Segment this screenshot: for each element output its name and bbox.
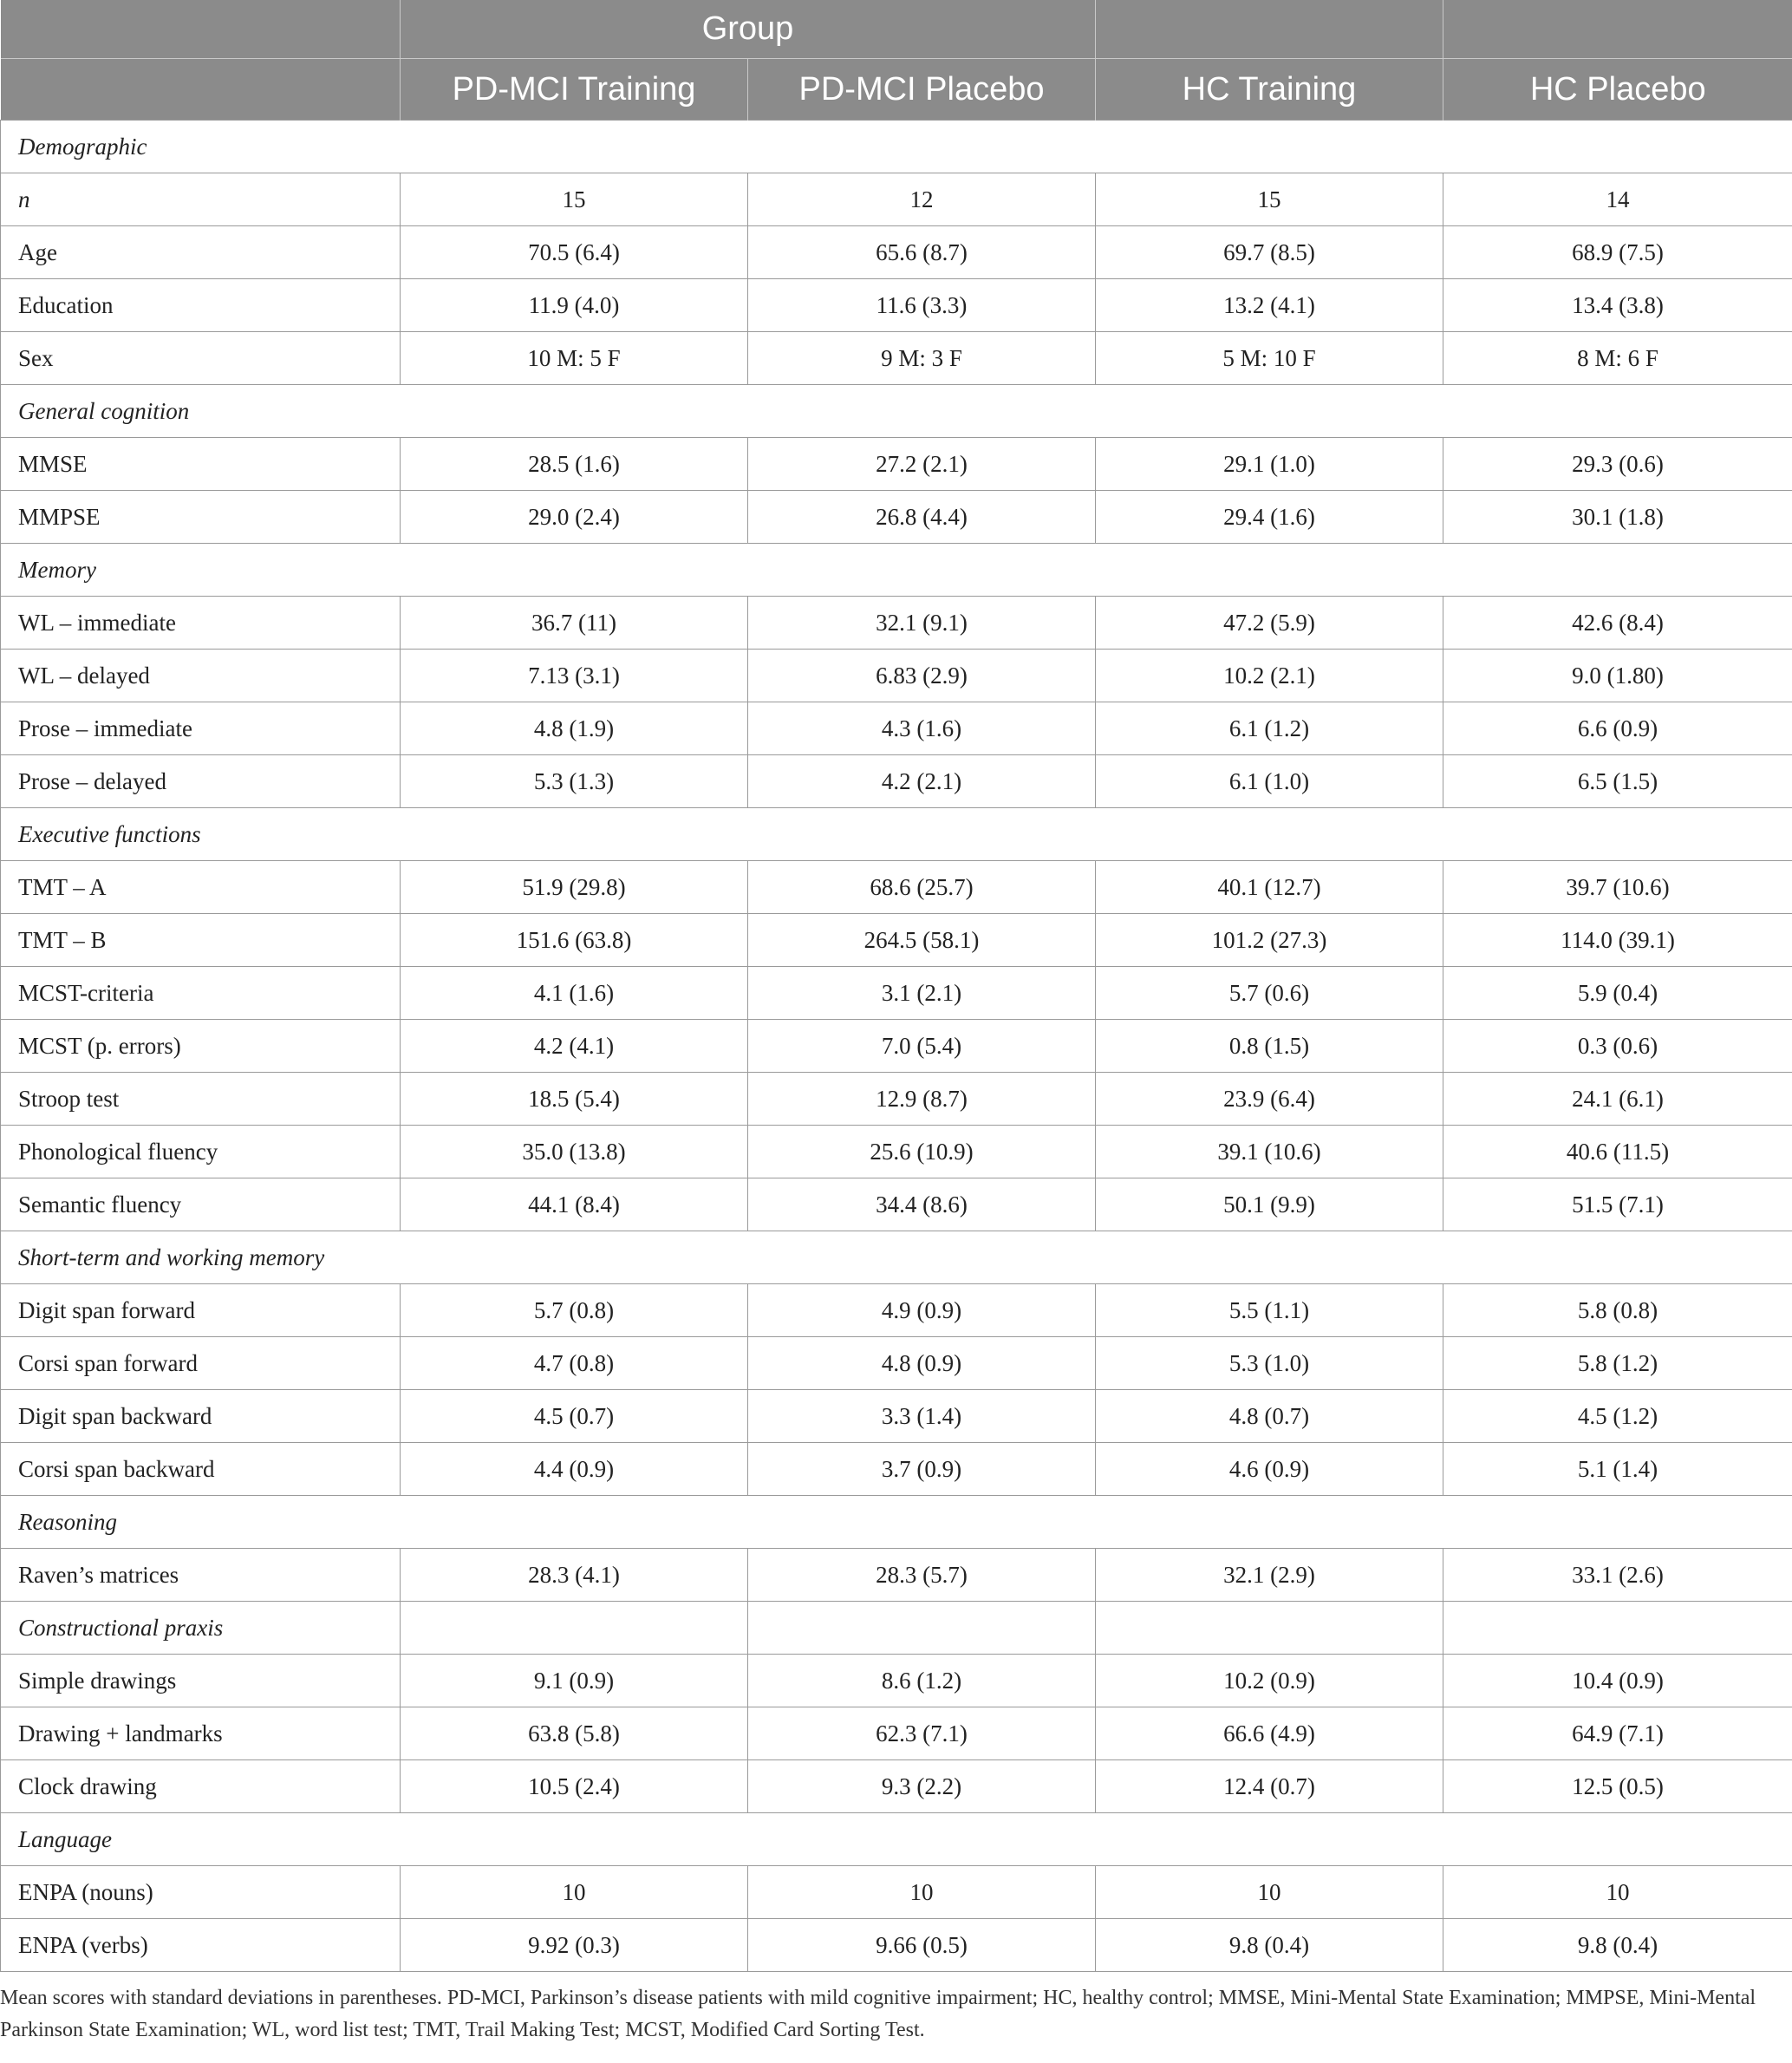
value-cell: 10: [1443, 1866, 1792, 1919]
value-cell: 29.0 (2.4): [401, 491, 748, 544]
column-header-hc-placebo: HC Placebo: [1443, 59, 1792, 121]
header-empty-cell: [1096, 0, 1443, 59]
row-label: Corsi span backward: [1, 1443, 401, 1496]
value-cell: 69.7 (8.5): [1096, 226, 1443, 279]
row-label: MCST-criteria: [1, 967, 401, 1020]
row-label: Age: [1, 226, 401, 279]
value-cell: 4.8 (1.9): [401, 702, 748, 755]
value-cell: 5.1 (1.4): [1443, 1443, 1792, 1496]
value-cell: 66.6 (4.9): [1096, 1707, 1443, 1760]
value-cell: 12: [748, 173, 1096, 226]
value-cell: 68.9 (7.5): [1443, 226, 1792, 279]
row-label: Semantic fluency: [1, 1178, 401, 1231]
value-cell: 4.8 (0.7): [1096, 1390, 1443, 1443]
value-cell: 12.5 (0.5): [1443, 1760, 1792, 1813]
value-cell: 40.1 (12.7): [1096, 861, 1443, 914]
section-empty-cell: [748, 1231, 1096, 1284]
table-row: [1, 1126, 1792, 1178]
value-cell: 11.6 (3.3): [748, 279, 1096, 332]
section-row: [1, 808, 1792, 861]
section-empty-cell: [1096, 544, 1443, 597]
row-label: TMT – B: [1, 914, 401, 967]
row-label: Sex: [1, 332, 401, 385]
section-empty-cell: [1443, 544, 1792, 597]
row-label: Raven’s matrices: [1, 1549, 401, 1602]
value-cell: 0.8 (1.5): [1096, 1020, 1443, 1073]
table-row: [1, 332, 1792, 385]
value-cell: 9.0 (1.80): [1443, 650, 1792, 702]
table-row: [1, 702, 1792, 755]
value-cell: 6.6 (0.9): [1443, 702, 1792, 755]
value-cell: 9.3 (2.2): [748, 1760, 1096, 1813]
value-cell: 7.0 (5.4): [748, 1020, 1096, 1073]
value-cell: 5.8 (0.8): [1443, 1284, 1792, 1337]
table-row: [1, 491, 1792, 544]
value-cell: 5.9 (0.4): [1443, 967, 1792, 1020]
value-cell: 30.1 (1.8): [1443, 491, 1792, 544]
table-footnote: Mean scores with standard deviations in parentheses. PD-MCI, Parkinson’s disease patients with mild cognitive impairment; HC, healthy control; MMSE, Mini-Mental State Examination; MMPSE, Mini-Mental Parkinson State Examination; WL, word list test; TMT, Trail Making Test; MCST, Modified Card Sorting Test.: [0, 1987, 1756, 2041]
value-cell: 0.3 (0.6): [1443, 1020, 1792, 1073]
value-cell: 101.2 (27.3): [1096, 914, 1443, 967]
table-body: [1, 121, 1792, 1972]
value-cell: 4.3 (1.6): [748, 702, 1096, 755]
value-cell: 5.7 (0.8): [401, 1284, 748, 1337]
value-cell: 12.4 (0.7): [1096, 1760, 1443, 1813]
section-empty-cell: [1443, 385, 1792, 438]
table-row: [1, 1919, 1792, 1972]
value-cell: 6.1 (1.0): [1096, 755, 1443, 808]
section-row: [1, 544, 1792, 597]
table-header: [1, 0, 1792, 121]
table-row: [1, 1549, 1792, 1602]
section-empty-cell: [1096, 1231, 1443, 1284]
section-row: [1, 1496, 1792, 1549]
table-row: [1, 597, 1792, 650]
section-empty-cell: [1443, 1231, 1792, 1284]
header-empty-cell: [1, 59, 401, 121]
value-cell: 28.5 (1.6): [401, 438, 748, 491]
value-cell: 13.2 (4.1): [1096, 279, 1443, 332]
value-cell: 5.3 (1.3): [401, 755, 748, 808]
value-cell: 4.8 (0.9): [748, 1337, 1096, 1390]
value-cell: 70.5 (6.4): [401, 226, 748, 279]
value-cell: 28.3 (5.7): [748, 1549, 1096, 1602]
table-row: [1, 861, 1792, 914]
value-cell: 6.5 (1.5): [1443, 755, 1792, 808]
column-header-pd-mci-placebo: PD-MCI Placebo: [748, 59, 1096, 121]
section-title: Reasoning: [1, 1496, 401, 1549]
value-cell: 23.9 (6.4): [1096, 1073, 1443, 1126]
section-title: Short-term and working memory: [1, 1231, 401, 1284]
value-cell: 65.6 (8.7): [748, 226, 1096, 279]
value-cell: 114.0 (39.1): [1443, 914, 1792, 967]
value-cell: 63.8 (5.8): [401, 1707, 748, 1760]
value-cell: 5 M: 10 F: [1096, 332, 1443, 385]
value-cell: 28.3 (4.1): [401, 1549, 748, 1602]
section-empty-cell: [1096, 1496, 1443, 1549]
row-label: Simple drawings: [1, 1655, 401, 1707]
value-cell: 3.7 (0.9): [748, 1443, 1096, 1496]
section-empty-cell: [401, 544, 748, 597]
value-cell: 42.6 (8.4): [1443, 597, 1792, 650]
section-empty-cell: [1443, 1496, 1792, 1549]
value-cell: 4.2 (2.1): [748, 755, 1096, 808]
section-title: Language: [1, 1813, 401, 1866]
value-cell: 12.9 (8.7): [748, 1073, 1096, 1126]
row-label: TMT – A: [1, 861, 401, 914]
table-row: [1, 1073, 1792, 1126]
row-label: Phonological fluency: [1, 1126, 401, 1178]
value-cell: 4.2 (4.1): [401, 1020, 748, 1073]
value-cell: 4.7 (0.8): [401, 1337, 748, 1390]
value-cell: 29.4 (1.6): [1096, 491, 1443, 544]
value-cell: 4.6 (0.9): [1096, 1443, 1443, 1496]
section-empty-cell: [401, 808, 748, 861]
table-row: [1, 1284, 1792, 1337]
value-cell: 10.4 (0.9): [1443, 1655, 1792, 1707]
value-cell: 10.2 (2.1): [1096, 650, 1443, 702]
table-row: [1, 1178, 1792, 1231]
value-cell: 68.6 (25.7): [748, 861, 1096, 914]
value-cell: 34.4 (8.6): [748, 1178, 1096, 1231]
value-cell: 5.5 (1.1): [1096, 1284, 1443, 1337]
value-cell: 9.1 (0.9): [401, 1655, 748, 1707]
value-cell: 39.7 (10.6): [1443, 861, 1792, 914]
row-label: Education: [1, 279, 401, 332]
column-header-hc-training: HC Training: [1096, 59, 1443, 121]
section-empty-cell: [1443, 1602, 1792, 1655]
table-row: [1, 1707, 1792, 1760]
value-cell: 35.0 (13.8): [401, 1126, 748, 1178]
value-cell: 62.3 (7.1): [748, 1707, 1096, 1760]
table-row: [1, 755, 1792, 808]
row-label: Clock drawing: [1, 1760, 401, 1813]
table-row: [1, 1760, 1792, 1813]
section-empty-cell: [401, 1813, 748, 1866]
table-row: [1, 967, 1792, 1020]
value-cell: 151.6 (63.8): [401, 914, 748, 967]
value-cell: 9.8 (0.4): [1443, 1919, 1792, 1972]
value-cell: 18.5 (5.4): [401, 1073, 748, 1126]
value-cell: 13.4 (3.8): [1443, 279, 1792, 332]
value-cell: 264.5 (58.1): [748, 914, 1096, 967]
section-empty-cell: [401, 121, 748, 173]
section-row: [1, 1602, 1792, 1655]
section-empty-cell: [1443, 1813, 1792, 1866]
row-label: n: [1, 173, 401, 226]
section-row: [1, 121, 1792, 173]
section-empty-cell: [401, 1231, 748, 1284]
row-label: Prose – delayed: [1, 755, 401, 808]
row-label: MMPSE: [1, 491, 401, 544]
table-row: [1, 279, 1792, 332]
value-cell: 9.8 (0.4): [1096, 1919, 1443, 1972]
value-cell: 3.1 (2.1): [748, 967, 1096, 1020]
row-label: Prose – immediate: [1, 702, 401, 755]
table-row: [1, 438, 1792, 491]
section-row: [1, 385, 1792, 438]
value-cell: 32.1 (9.1): [748, 597, 1096, 650]
table-row: [1, 650, 1792, 702]
value-cell: 4.9 (0.9): [748, 1284, 1096, 1337]
row-label: MCST (p. errors): [1, 1020, 401, 1073]
row-label: Corsi span forward: [1, 1337, 401, 1390]
value-cell: 15: [1096, 173, 1443, 226]
value-cell: 10: [1096, 1866, 1443, 1919]
header-group-label: Group: [401, 0, 1096, 59]
value-cell: 8 M: 6 F: [1443, 332, 1792, 385]
value-cell: 50.1 (9.9): [1096, 1178, 1443, 1231]
row-label: Stroop test: [1, 1073, 401, 1126]
row-label: WL – immediate: [1, 597, 401, 650]
value-cell: 10 M: 5 F: [401, 332, 748, 385]
row-label: Digit span forward: [1, 1284, 401, 1337]
header-row-group: [1, 0, 1792, 59]
value-cell: 5.3 (1.0): [1096, 1337, 1443, 1390]
header-empty-cell: [1443, 0, 1792, 59]
value-cell: 47.2 (5.9): [1096, 597, 1443, 650]
value-cell: 9 M: 3 F: [748, 332, 1096, 385]
value-cell: 5.7 (0.6): [1096, 967, 1443, 1020]
value-cell: 64.9 (7.1): [1443, 1707, 1792, 1760]
value-cell: 24.1 (6.1): [1443, 1073, 1792, 1126]
value-cell: 10: [401, 1866, 748, 1919]
section-empty-cell: [748, 1813, 1096, 1866]
table-row: [1, 1020, 1792, 1073]
value-cell: 36.7 (11): [401, 597, 748, 650]
value-cell: 10.2 (0.9): [1096, 1655, 1443, 1707]
row-label: Digit span backward: [1, 1390, 401, 1443]
section-empty-cell: [748, 1496, 1096, 1549]
section-empty-cell: [1096, 808, 1443, 861]
section-empty-cell: [1096, 1813, 1443, 1866]
value-cell: 29.3 (0.6): [1443, 438, 1792, 491]
section-title: Executive functions: [1, 808, 401, 861]
value-cell: 39.1 (10.6): [1096, 1126, 1443, 1178]
table-row: [1, 1655, 1792, 1707]
value-cell: 40.6 (11.5): [1443, 1126, 1792, 1178]
value-cell: 8.6 (1.2): [748, 1655, 1096, 1707]
header-row-columns: [1, 59, 1792, 121]
section-empty-cell: [1443, 121, 1792, 173]
value-cell: 4.5 (0.7): [401, 1390, 748, 1443]
header-empty-cell: [1, 0, 401, 59]
table-row: [1, 914, 1792, 967]
value-cell: 44.1 (8.4): [401, 1178, 748, 1231]
value-cell: 32.1 (2.9): [1096, 1549, 1443, 1602]
value-cell: 10: [748, 1866, 1096, 1919]
section-empty-cell: [1096, 385, 1443, 438]
value-cell: 4.5 (1.2): [1443, 1390, 1792, 1443]
section-row: [1, 1231, 1792, 1284]
section-row: [1, 1813, 1792, 1866]
value-cell: 51.9 (29.8): [401, 861, 748, 914]
row-label: WL – delayed: [1, 650, 401, 702]
section-empty-cell: [748, 121, 1096, 173]
value-cell: 51.5 (7.1): [1443, 1178, 1792, 1231]
value-cell: 6.83 (2.9): [748, 650, 1096, 702]
section-empty-cell: [748, 385, 1096, 438]
value-cell: 6.1 (1.2): [1096, 702, 1443, 755]
value-cell: 9.92 (0.3): [401, 1919, 748, 1972]
table-row: [1, 1866, 1792, 1919]
section-empty-cell: [748, 544, 1096, 597]
section-title: General cognition: [1, 385, 401, 438]
table-row: [1, 173, 1792, 226]
section-title: Constructional praxis: [1, 1602, 401, 1655]
section-title: Demographic: [1, 121, 401, 173]
section-empty-cell: [401, 1496, 748, 1549]
table-row: [1, 1337, 1792, 1390]
value-cell: 29.1 (1.0): [1096, 438, 1443, 491]
section-empty-cell: [1096, 1602, 1443, 1655]
row-label: ENPA (nouns): [1, 1866, 401, 1919]
value-cell: 10.5 (2.4): [401, 1760, 748, 1813]
value-cell: 3.3 (1.4): [748, 1390, 1096, 1443]
section-empty-cell: [401, 385, 748, 438]
value-cell: 15: [401, 173, 748, 226]
row-label: MMSE: [1, 438, 401, 491]
value-cell: 4.4 (0.9): [401, 1443, 748, 1496]
value-cell: 25.6 (10.9): [748, 1126, 1096, 1178]
row-label: ENPA (verbs): [1, 1919, 401, 1972]
value-cell: 9.66 (0.5): [748, 1919, 1096, 1972]
section-empty-cell: [748, 1602, 1096, 1655]
table-row: [1, 1443, 1792, 1496]
value-cell: 33.1 (2.6): [1443, 1549, 1792, 1602]
column-header-pd-mci-training: PD-MCI Training: [401, 59, 748, 121]
value-cell: 11.9 (4.0): [401, 279, 748, 332]
value-cell: 7.13 (3.1): [401, 650, 748, 702]
section-empty-cell: [1096, 121, 1443, 173]
section-empty-cell: [401, 1602, 748, 1655]
value-cell: 5.8 (1.2): [1443, 1337, 1792, 1390]
table-row: [1, 1390, 1792, 1443]
section-empty-cell: [1443, 808, 1792, 861]
value-cell: 27.2 (2.1): [748, 438, 1096, 491]
table-row: [1, 226, 1792, 279]
section-title: Memory: [1, 544, 401, 597]
row-label: Drawing + landmarks: [1, 1707, 401, 1760]
value-cell: 4.1 (1.6): [401, 967, 748, 1020]
section-empty-cell: [748, 808, 1096, 861]
value-cell: 14: [1443, 173, 1792, 226]
value-cell: 26.8 (4.4): [748, 491, 1096, 544]
